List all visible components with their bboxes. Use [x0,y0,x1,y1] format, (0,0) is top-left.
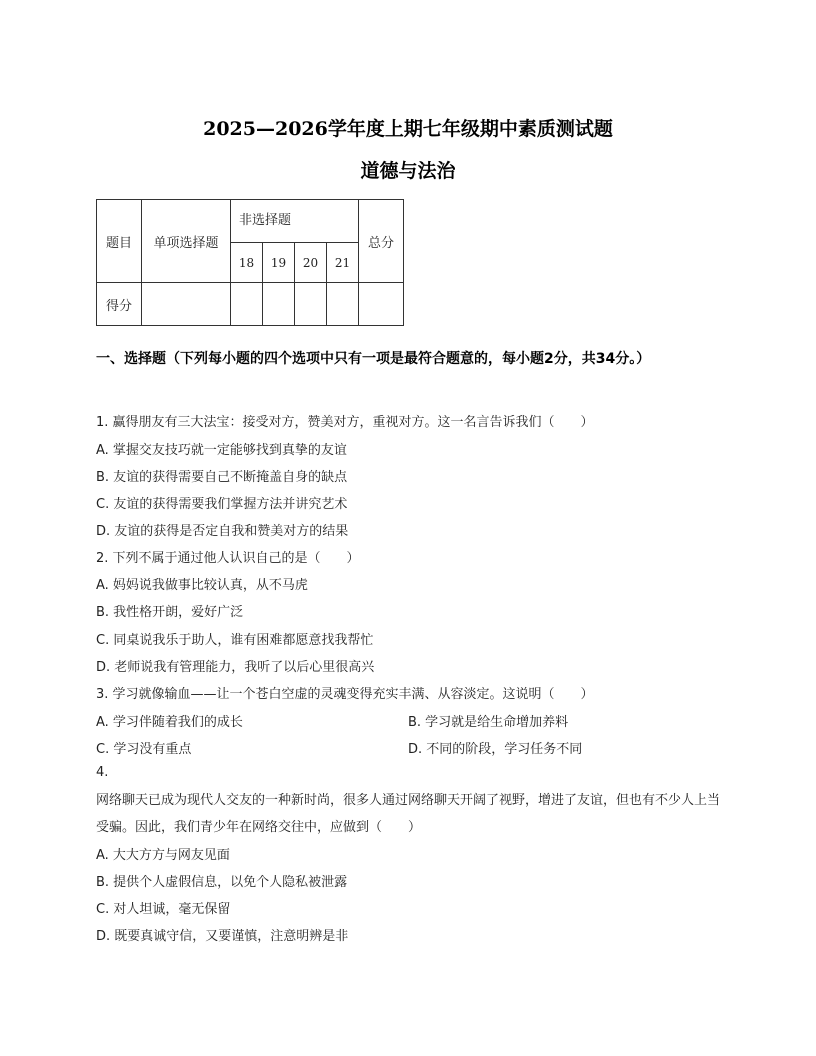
single-choice-header: 单项选择题 [142,200,231,283]
question-3-option-c: C. 学习没有重点 [96,742,192,757]
score-cell-q19[interactable] [263,283,295,326]
question-2-option-c: C. 同桌说我乐于助人，谁有困难都愿意找我帮忙 [96,633,374,648]
item-header: 题目 [97,200,142,283]
question-1-stem: 1. 赢得朋友有三大法宝：接受对方，赞美对方，重视对方。这一名言告诉我们（ ） [96,415,594,430]
score-table [96,199,404,326]
question-4-option-b: B. 提供个人虚假信息，以免个人隐私被泄露 [96,875,348,890]
question-1-option-a: A. 掌握交友技巧就一定能够找到真挚的友谊 [96,443,347,458]
score-label: 得分 [97,283,142,326]
q21-header: 21 [327,243,359,283]
non-choice-header: 非选择题 [231,200,359,243]
question-3-stem: 3. 学习就像输血——让一个苍白空虚的灵魂变得充实丰满、从容淡定。这说明（ ） [96,687,594,702]
question-3-option-d: D. 不同的阶段，学习任务不同 [408,742,583,757]
question-2-option-b: B. 我性格开朗，爱好广泛 [96,605,244,620]
question-2-stem: 2. 下列不属于通过他人认识自己的是（ ） [96,551,360,566]
question-1-option-d: D. 友谊的获得是否定自我和赞美对方的结果 [96,524,349,539]
score-cell-q18[interactable] [231,283,263,326]
question-3-option-b: B. 学习就是给生命增加养料 [408,715,569,730]
subject-title: 道德与法治 [360,160,456,182]
question-4-option-d: D. 既要真诚守信，又要谨慎，注意明辨是非 [96,929,349,944]
q18-header: 18 [231,243,263,283]
question-3-option-a: A. 学习伴随着我们的成长 [96,715,243,730]
score-cell-single-choice[interactable] [142,283,231,326]
question-4-number: 4. [96,765,109,780]
section-heading: 一、选择题（下列每小题的四个选项中只有一项是最符合题意的，每小题2分，共34分。） [96,351,651,367]
exam-title: 2025—2026学年度上期七年级期中素质测试题 [203,118,613,140]
total-header: 总分 [359,200,404,283]
question-2-option-a: A. 妈妈说我做事比较认真，从不马虎 [96,578,308,593]
question-1-option-c: C. 友谊的获得需要我们掌握方法并讲究艺术 [96,497,348,512]
score-cell-q21[interactable] [327,283,359,326]
score-cell-total[interactable] [359,283,404,326]
q20-header: 20 [295,243,327,283]
score-cell-q20[interactable] [295,283,327,326]
question-2-option-d: D. 老师说我有管理能力，我听了以后心里很高兴 [96,660,375,675]
question-1-option-b: B. 友谊的获得需要自己不断掩盖自身的缺点 [96,470,348,485]
q19-header: 19 [263,243,295,283]
question-4-option-a: A. 大大方方与网友见面 [96,848,230,863]
question-4-option-c: C. 对人坦诚，毫无保留 [96,902,231,917]
question-4-stem: 网络聊天已成为现代人交友的一种新时尚，很多人通过网络聊天开阔了视野，增进了友谊，但也有不少人上当受骗。因此，我们青少年在网络交往中，应做到（ ） [96,793,721,835]
